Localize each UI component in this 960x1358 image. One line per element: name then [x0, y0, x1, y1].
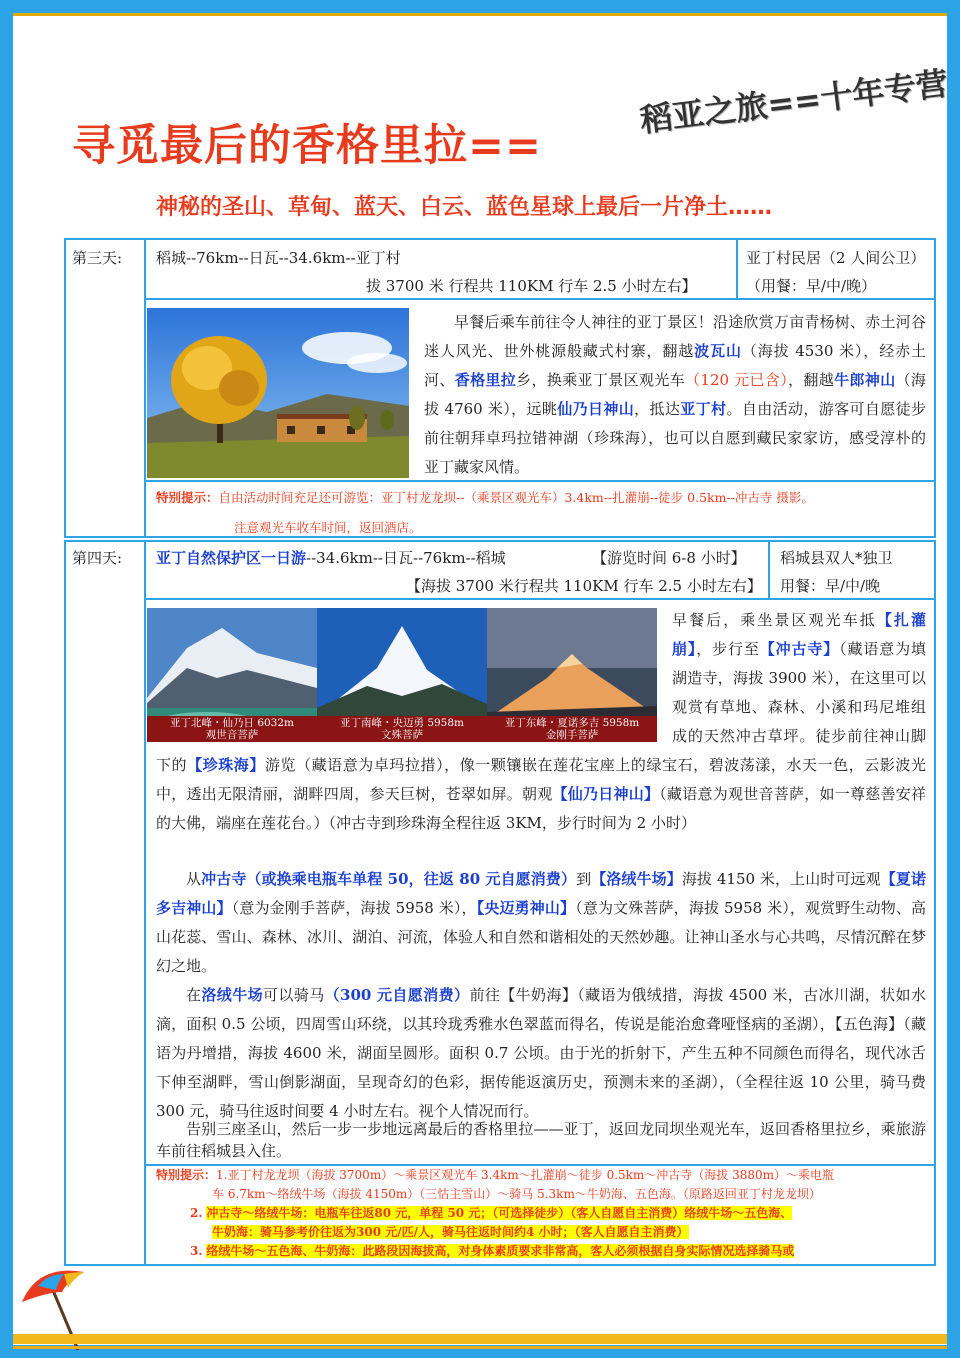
- day4-p3-run-keyword: 洛绒牛场: [201, 986, 264, 1004]
- day4-p1-run-keyword: 【仙乃日神山】: [552, 785, 660, 803]
- day3-description: [424, 308, 926, 482]
- day4-p1-run-keyword: 【珍珠海】: [187, 756, 265, 774]
- caption-xianuoduoji: 亚丁东峰・夏诺多吉 5958m 金刚手菩萨: [487, 716, 657, 742]
- day3-tip: [156, 486, 932, 509]
- day4-p2-run: （意为文殊菩萨，海拔 5958 米），观赏野生动物、高山花蕊、雪山、森林、冰川、湖泊、河流，体验人和自然和谐相处的天然妙趣。让神山圣水与心共鸣，尽情沉醉在梦幻之地。: [156, 899, 926, 975]
- day4-p1-run-keyword: 【冲古寺】: [759, 640, 840, 658]
- day4-tip2a: 冲古寺～络绒牛场：电瓶车往返80 元，单程 50 元；（可选择徒步）（客人自愿自主消费）络绒牛场～五色海、: [206, 1206, 793, 1220]
- day3-desc-run: ，抵达: [634, 400, 681, 418]
- day4-tip2-num: 2.: [190, 1206, 203, 1220]
- day4-paragraph2: [156, 865, 926, 981]
- day3-photo-golden-tree: [147, 308, 409, 478]
- day4-route-time: 【游览时间 6-8 小时】: [592, 549, 746, 567]
- day3-lodging: 亚丁村民居（2 人间公卫）（用餐：早/中/晚）: [746, 249, 926, 295]
- day4-p1-run: ，步行至: [696, 640, 760, 658]
- caption-yangmaiyong: 亚丁南峰・央迈勇 5958m 文殊菩萨: [317, 716, 487, 742]
- day4-tip-label: 特别提示：: [156, 1168, 217, 1182]
- day4-p3-run: 前往【牛奶海】（藏语为俄绒措，海拔 4500 米，古冰川湖，状如水滴，面积 0.5 公顷，四周雪山环绕，以其玲珑秀雅水色翠蓝而得名，传说是能治愈聋哑怪病的圣湖），【五色海】（藏语为丹增措，海拔 4600 米，湖面呈圆形。面积 0.7 公顷。由于光的折射下，产生五种不同颜色而得名，现代冰舌下伸至湖畔，雪山倒影湖面，呈现奇幻的色彩，据传能返演历史，预测未来的圣湖），（全程往返 10 公里，骑马费 300 元，骑马往返时间要 4 小时左右。视个人情况而行。: [156, 986, 926, 1120]
- day3-route: 稻城--76km--日瓦--34.6km--亚丁村: [156, 249, 401, 267]
- day4-tip1b: 车 6.7km～络绒牛场（海拔 4150m）（三怙主雪山）～骑马 5.3km～牛奶海、五色海。（原路返回亚丁村龙龙坝）: [212, 1187, 821, 1201]
- day4-lodging2: 用餐：早/中/晚: [780, 577, 881, 595]
- day3-label: 第三天:: [72, 249, 123, 267]
- day4-label: 第四天:: [72, 549, 123, 567]
- day4-p2-run: 海拔 4150 米，上山时可远观: [681, 870, 881, 888]
- top-band: [13, 13, 947, 16]
- brand-slogan: 稻亚之旅==十年专营: [638, 64, 950, 140]
- day4-label-cell: [64, 540, 146, 1266]
- day4-p1-run-keyword: 【扎灌崩】: [672, 611, 926, 658]
- day3-desc-run-price: （120 元已含）: [685, 371, 789, 389]
- day3-desc-run: 早餐后乘车前往令人神往的亚丁景区！沿途欣赏万亩青杨树、赤土河谷迷人风光、世外桃源般藏式村寨，翻越: [424, 313, 926, 360]
- day4-paragraph3: [156, 981, 926, 1126]
- day3-desc-run: ，翻越: [788, 371, 835, 389]
- day4-p2-run: （意为金刚手菩萨，海拔 5958 米），: [231, 899, 477, 917]
- day4-p2-run-keyword: 【夏诺多吉神山】: [156, 870, 926, 917]
- page-subtitle: 神秘的圣山、草甸、蓝天、白云、蓝色星球上最后一片净土……: [156, 195, 773, 220]
- day3-tip-line2: 注意观光车收车时间，返回酒店。: [234, 520, 422, 535]
- day3-tip-label: 特别提示：: [156, 490, 219, 505]
- day4-p1-run: （藏语意为观世音菩萨，如一尊慈善安祥的大佛，端座在莲花台。）（冲古寺到珍珠海全程往返 3KM，步行时间为 2 小时）: [156, 785, 926, 832]
- day3-desc-run-keyword: 亚丁村: [680, 400, 727, 418]
- day3-desc-run: 。自由活动，游客可自愿徒步前往朝拜卓玛拉错神湖（珍珠海），也可以自愿到藏民家家访，感受淳朴的亚丁藏家风情。: [424, 400, 926, 476]
- bottom-line: [13, 1346, 947, 1349]
- day4-p2-run-keyword: 冲古寺（或换乘电瓶车单程 50，往返 80 元自愿消费）: [201, 870, 577, 888]
- day3-desc-run-keyword: 香格里拉: [454, 371, 517, 389]
- day4-tip3-num: 3.: [190, 1244, 203, 1258]
- day4-p3-run: 在: [186, 986, 202, 1004]
- day3-label-cell: [64, 238, 146, 538]
- day4-p3-run-keyword: （300 元自愿消费）: [324, 986, 470, 1004]
- day3-desc-run-keyword: 牛郎神山: [834, 371, 896, 389]
- day4-p1-run: 游览（藏语意为卓玛拉措），像一颗镶嵌在莲花宝座上的绿宝石，碧波荡漾，水天一色，云影波光中，透出无限清丽，湖畔四周，参天巨树，苍翠如屏。朝观: [156, 756, 926, 803]
- day4-p1-run: （藏语意为填湖造寺，海拔 3900 米），在这里可以观赏有草地、森林、小溪和玛尼堆组成的天然冲古草坪。徒步前往神山脚下的: [156, 640, 926, 774]
- day4-p3-run: 可以骑马: [263, 986, 325, 1004]
- day3-desc-run-keyword: 仙乃日神山: [557, 400, 635, 418]
- day4-lodging1: 稻城县双人*独卫: [780, 549, 893, 567]
- day4-route: [156, 544, 506, 572]
- caption-xiannairi: 亚丁北峰・仙乃日 6032m 观世音菩萨: [147, 716, 317, 742]
- day4-tip: [156, 1166, 932, 1261]
- day3-desc-run: （海拔 4760 米），远眺: [424, 371, 926, 418]
- day4-p2-run-keyword: 【央迈勇神山】: [476, 899, 576, 917]
- day4-tip1: 1.亚丁村龙龙坝（海拔 3700m）～乘景区观光车 3.4km～扎灌崩～徒步 0.5km～冲古寺（海拔 3880m）～乘电瓶: [216, 1168, 835, 1182]
- photo-float-spacer: [156, 606, 672, 748]
- day3-desc-run-keyword: 波瓦山: [694, 342, 742, 360]
- day4-route-rest: --34.6km--日瓦--76km--稻城: [306, 549, 506, 567]
- day3-desc-run: 乡，换乘亚丁景区观光车: [516, 371, 686, 389]
- day4-p2-run: 从: [186, 870, 202, 888]
- day4-p1-run: 早餐后，乘坐景区观光车抵: [672, 611, 877, 629]
- day4-paragraph4: 告别三座圣山，然后一步一步地远离最后的香格里拉——亚丁，返回龙同坝坐观光车，返回香格里拉乡，乘旅游车前往稻城县入住。: [156, 1120, 926, 1160]
- page-title: 寻觅最后的香格里拉==: [72, 121, 543, 171]
- day4-p2-run: 到: [576, 870, 592, 888]
- day4-paragraph1: [156, 606, 926, 838]
- bottom-band: [13, 1334, 947, 1344]
- day3-tip-line1: 自由活动时间充足还可游览：亚丁村龙龙坝--（乘景区观光车）3.4km--扎灌崩--徒步 0.5km--冲古寺 摄影。: [218, 490, 814, 505]
- day4-tip3: 络绒牛场～五色海、牛奶海：此路段因海拔高，对身体素质要求非常高，客人必须根据自身实际情况选择骑马或: [206, 1244, 795, 1258]
- day4-tip2b: 牛奶海：骑马参考价往返为300 元/匹/人，骑马往返时间约4 小时；（客人自愿自主消费）: [212, 1225, 689, 1239]
- day4-info: 【海拔 3700 米行程共 110KM 行车 2.5 小时左右】: [406, 577, 762, 595]
- day4-route-link[interactable]: 亚丁自然保护区一日游: [156, 549, 307, 567]
- day4-p2-run-keyword: 【洛绒牛场】: [591, 870, 682, 888]
- day3-info: 拔 3700 米 行程共 110KM 行车 2.5 小时左右】: [366, 277, 697, 295]
- day3-desc-run: （海拔 4530 米），经赤土河、: [424, 342, 926, 389]
